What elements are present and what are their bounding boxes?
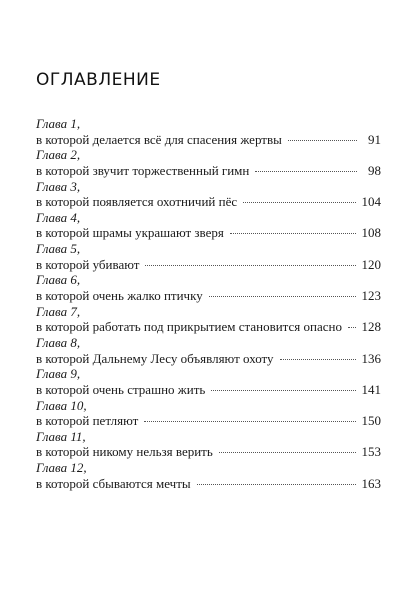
chapter-title: в которой шрамы украшают зверя bbox=[36, 225, 224, 241]
chapter-line bbox=[36, 413, 381, 429]
chapter-title: в которой Дальнему Лесу объявляют охоту bbox=[36, 350, 274, 366]
chapter-label: Глава 5, bbox=[36, 241, 81, 257]
page-number: 120 bbox=[361, 256, 381, 272]
dot-leader bbox=[255, 171, 357, 172]
chapter-title: в которой очень страшно жить bbox=[36, 381, 206, 397]
dot-leader bbox=[144, 421, 355, 422]
chapter-title: в которой звучит торжественный гимн bbox=[36, 162, 250, 178]
page-number: 153 bbox=[361, 444, 381, 460]
chapter-label: Глава 6, bbox=[36, 272, 81, 288]
chapter-label: Глава 11, bbox=[36, 428, 86, 444]
toc-entry bbox=[36, 179, 381, 210]
dot-leader bbox=[209, 296, 356, 297]
dot-leader bbox=[197, 484, 356, 485]
chapter-label: Глава 3, bbox=[36, 178, 81, 194]
page-title: ОГЛАВЛЕНИЕ bbox=[36, 70, 161, 90]
chapter-title: в которой никому нельзя верить bbox=[36, 444, 213, 460]
chapter-line bbox=[36, 351, 381, 367]
table-of-contents bbox=[36, 116, 381, 492]
chapter-line bbox=[36, 163, 381, 179]
chapter-label: Глава 1, bbox=[36, 116, 81, 131]
chapter-line bbox=[36, 444, 381, 460]
chapter-title: в которой работать под прикрытием становится опасно bbox=[36, 319, 342, 335]
page-number: 136 bbox=[361, 350, 381, 366]
dot-leader bbox=[288, 140, 357, 141]
toc-entry bbox=[36, 272, 381, 303]
toc-entry bbox=[36, 460, 381, 491]
chapter-title: в которой петляют bbox=[36, 413, 139, 429]
page-number: 150 bbox=[361, 413, 381, 429]
chapter-line bbox=[36, 319, 381, 335]
toc-entry bbox=[36, 335, 381, 366]
toc-entry bbox=[36, 304, 381, 335]
page-number: 98 bbox=[368, 162, 381, 178]
toc-entry bbox=[36, 116, 381, 147]
toc-entry bbox=[36, 241, 381, 272]
chapter-line bbox=[36, 194, 381, 210]
chapter-line bbox=[36, 225, 381, 241]
chapter-label: Глава 10, bbox=[36, 397, 87, 413]
chapter-title: в которой убивают bbox=[36, 256, 140, 272]
page-number: 91 bbox=[368, 131, 381, 147]
chapter-title: в которой появляется охотничий пёс bbox=[36, 194, 238, 210]
toc-entry bbox=[36, 210, 381, 241]
dot-leader bbox=[230, 233, 356, 234]
chapter-label: Глава 12, bbox=[36, 460, 87, 476]
chapter-title: в которой сбываются мечты bbox=[36, 475, 191, 491]
chapter-label: Глава 4, bbox=[36, 209, 81, 225]
chapter-title: в которой делается всё для спасения жертвы bbox=[36, 131, 282, 147]
chapter-line bbox=[36, 257, 381, 273]
chapter-label: Глава 8, bbox=[36, 335, 81, 351]
page-number: 163 bbox=[361, 475, 381, 491]
toc-entry bbox=[36, 398, 381, 429]
dot-leader bbox=[145, 265, 355, 266]
page-number: 123 bbox=[361, 287, 381, 303]
dot-leader bbox=[219, 452, 356, 453]
toc-entry bbox=[36, 366, 381, 397]
page-number: 128 bbox=[361, 319, 381, 335]
dot-leader bbox=[280, 359, 356, 360]
page-number: 108 bbox=[361, 225, 381, 241]
chapter-label: Глава 2, bbox=[36, 147, 81, 163]
chapter-line bbox=[36, 132, 381, 148]
dot-leader bbox=[211, 390, 355, 391]
chapter-line bbox=[36, 288, 381, 304]
dot-leader bbox=[243, 202, 355, 203]
toc-entry bbox=[36, 147, 381, 178]
chapter-label: Глава 9, bbox=[36, 366, 81, 382]
chapter-label: Глава 7, bbox=[36, 303, 81, 319]
toc-entry bbox=[36, 429, 381, 460]
chapter-title: в которой очень жалко птичку bbox=[36, 287, 203, 303]
page-number: 104 bbox=[361, 194, 381, 210]
page-number: 141 bbox=[361, 381, 381, 397]
dot-leader bbox=[348, 327, 356, 328]
chapter-line bbox=[36, 476, 381, 492]
chapter-line bbox=[36, 382, 381, 398]
